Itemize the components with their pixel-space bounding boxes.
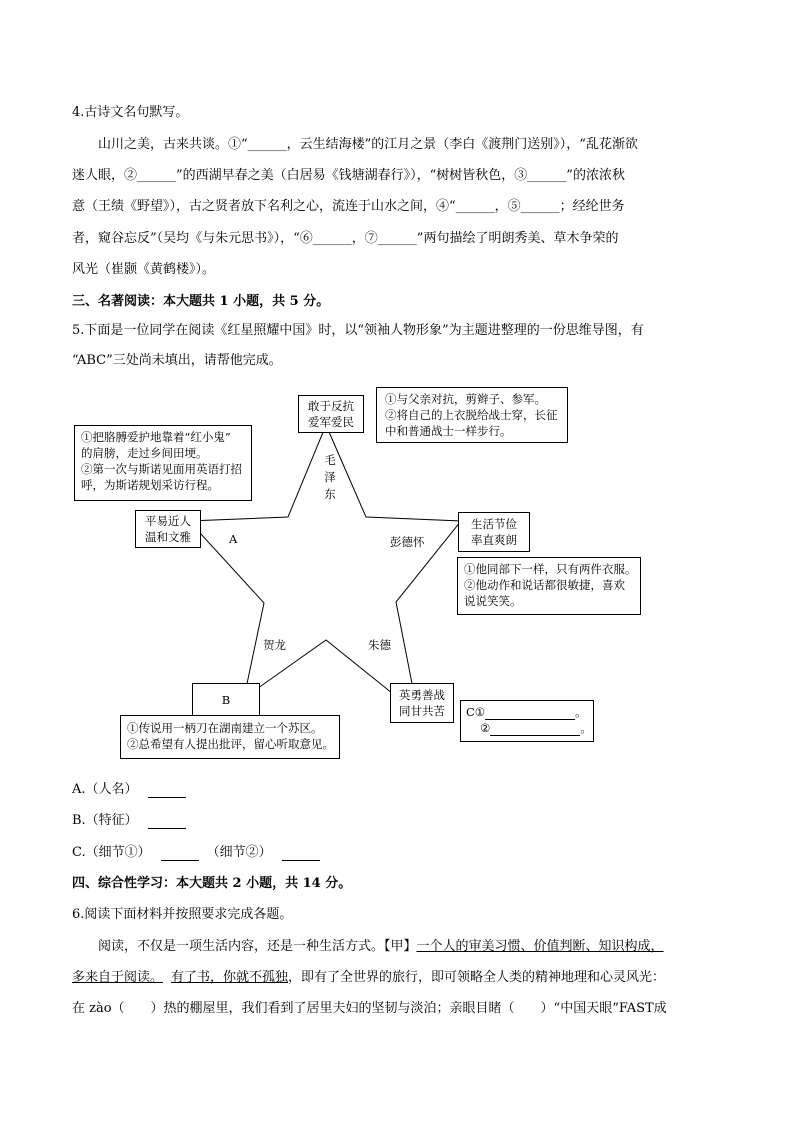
mao-trait-box — [298, 395, 364, 433]
answer-c1-label: C.（细节①） — [72, 845, 151, 860]
b-label: B — [221, 693, 231, 707]
zhu-trait-box — [390, 683, 454, 723]
answer-b — [72, 813, 186, 829]
peng-name: 彭德怀 — [390, 535, 425, 549]
q6-para-line-1 — [98, 939, 664, 955]
mao-trait-1: 敢于反抗 — [308, 399, 354, 413]
peng-detail-2: ②他动作和说话都很敏捷，喜欢 — [464, 578, 625, 592]
c-detail-1-label: C① — [466, 705, 486, 719]
peng-details-box — [457, 557, 641, 615]
mao-detail-1: ①与父亲对抗，剪辫子、参军。 — [385, 392, 546, 406]
answer-c2-blank[interactable] — [282, 848, 320, 861]
answer-b-blank[interactable] — [148, 816, 186, 829]
mao-name-char-1: 毛 — [324, 453, 336, 467]
a-trait-box — [135, 510, 201, 548]
section-4-heading: 四、综合性学习：本大题共 2 小题，共 14 分。 — [72, 876, 352, 891]
q5-line-2: “ABC”三处尚未填出，请帮他完成。 — [72, 353, 282, 368]
mao-trait-2: 爱军爱民 — [308, 415, 354, 429]
peng-trait-2: 率直爽朗 — [471, 533, 517, 547]
peng-trait-box — [458, 512, 530, 552]
c-detail-2-blank[interactable] — [490, 723, 580, 736]
q6-p2-underline-b: 有了书，你就不孤独 — [171, 970, 289, 985]
c-detail-1-blank[interactable] — [485, 707, 575, 720]
zhu-de-name: 朱德 — [368, 638, 391, 652]
q4-heading: 4.古诗文名句默写。 — [72, 105, 189, 120]
q6-para-line-2 — [72, 970, 665, 986]
a-trait-1: 平易近人 — [145, 514, 191, 528]
answer-c — [72, 845, 320, 861]
b-detail-1: ①传说用一柄刀在湖南建立一个苏区。 — [127, 721, 323, 735]
q5-line-1: 5.下面是一位同学在阅读《红星照耀中国》时，以“领袖人物形象”为主题进整理的一份思维导图，有 — [72, 323, 644, 338]
zhu-trait-1: 英勇善战 — [399, 688, 445, 702]
mao-name — [323, 452, 337, 503]
answer-b-label: B.（特征） — [72, 813, 138, 828]
answer-a-blank[interactable] — [148, 785, 186, 798]
c-detail-2: ② 。 — [480, 721, 592, 735]
peng-trait-1: 生活节俭 — [471, 517, 517, 531]
c-details-box — [460, 700, 594, 742]
peng-detail-3: 说说笑笑。 — [464, 594, 522, 608]
mao-detail-2: ②将自己的上衣脱给战士穿，长征 — [385, 408, 558, 422]
answer-a — [72, 782, 186, 798]
q6-p1-underline: 一个人的审美习惯、价值判断、知识构成， — [416, 939, 664, 954]
answer-c2-label: （细节②） — [206, 845, 272, 860]
section-3-heading: 三、名著阅读：本大题共 1 小题，共 5 分。 — [72, 294, 330, 309]
a-detail-4: 呼，为斯诺规划采访行程。 — [81, 478, 219, 492]
a-detail-3: ②第一次与斯诺见面用英语打招 — [81, 462, 242, 476]
c-detail-1: C① 。 — [466, 705, 587, 719]
b-trait-box — [192, 683, 260, 717]
mao-name-char-2: 泽 — [324, 470, 336, 484]
a-detail-2: 的肩膀，走过乡间田埂。 — [81, 446, 208, 460]
c-detail-2-label: ② — [480, 721, 491, 735]
q6-para-line-3: 在 zào（ ）热的棚屋里，我们看到了居里夫妇的坚韧与淡泊；亲眼目睹（ ）“中国天眼”FAST成 — [72, 1001, 667, 1016]
q4-line-1: 山川之美，古来共谈。①“______，云生结海楼”的江月之景（李白《渡荆门送别》），“乱花渐欲 — [98, 137, 638, 152]
q6-p2-rest: ，即有了全世界的旅行，即可领略全人类的精神地理和心灵风光： — [288, 970, 666, 985]
a-label: A — [229, 532, 238, 546]
zhu-trait-2: 同甘共苦 — [399, 704, 445, 718]
mao-name-char-3: 东 — [324, 487, 336, 501]
a-trait-2: 温和文雅 — [145, 530, 191, 544]
answer-a-label: A.（人名） — [72, 782, 138, 797]
a-details-box — [74, 425, 252, 501]
q4-line-4: 者，窥谷忘反”（吴均《与朱元思书》），“⑥______，⑦______”两句描绘了明朗秀美、草木争荣的 — [72, 231, 619, 246]
b-details-box — [120, 715, 340, 759]
q6-p1-start: 阅读，不仅是一项生活内容，还是一种生活方式。【甲】 — [98, 939, 417, 954]
b-detail-2: ②总希望有人提出批评，留心听取意见。 — [127, 737, 334, 751]
q6-heading: 6.阅读下面材料并按照要求完成各题。 — [72, 907, 293, 922]
q4-line-5: 风光（崔颢《黄鹤楼》）。 — [72, 262, 216, 277]
q4-line-3: 意（王绩《野望》），古之贤者放下名利之心，流连于山水之间，④“______，⑤______；经纶世务 — [72, 199, 625, 214]
peng-detail-1: ①他同部下一样，只有两件衣服。 — [464, 562, 637, 576]
answer-c1-blank[interactable] — [161, 848, 199, 861]
he-long-name: 贺龙 — [263, 638, 286, 652]
a-detail-1: ①把胳膊爱护地靠着“红小鬼” — [81, 430, 231, 444]
q6-p2-underline-a: 多来自于阅读。 — [72, 970, 164, 985]
q4-line-2: 迷人眼，②______”的西湖早春之美（白居易《钱塘湖春行》），“树树皆秋色，③______”的浓浓秋 — [72, 168, 625, 183]
mao-detail-3: 中和普通战士一样步行。 — [385, 424, 512, 438]
mao-details-box — [376, 387, 568, 443]
